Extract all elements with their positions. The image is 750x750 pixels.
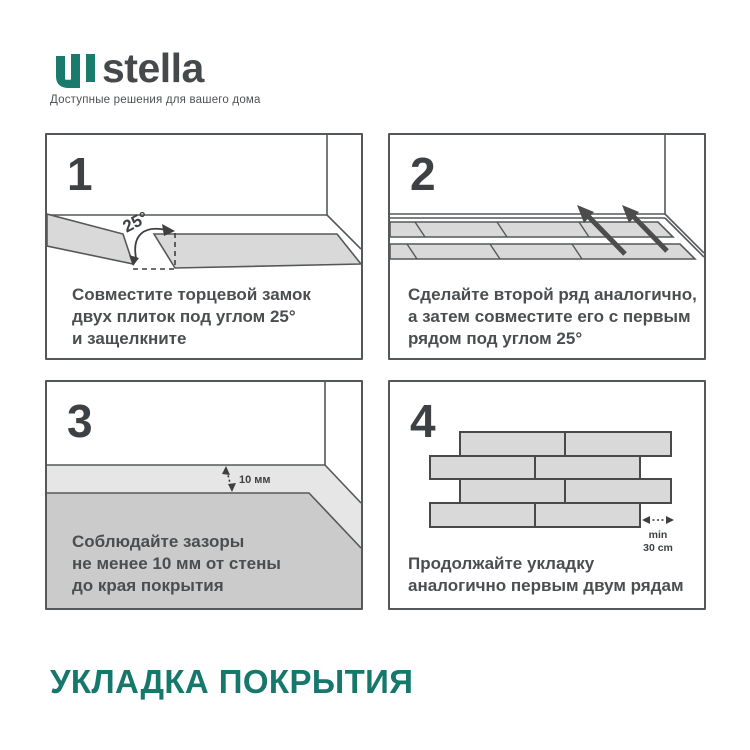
caption-line: Продолжайте укладку xyxy=(408,554,595,573)
flat-plank xyxy=(154,234,361,268)
step-number: 2 xyxy=(410,148,436,200)
caption-line: аналогично первым двум рядам xyxy=(408,576,684,595)
caption-line: Соблюдайте зазоры xyxy=(72,532,245,551)
plank xyxy=(565,479,671,503)
step2-caption xyxy=(408,284,697,350)
plank-row-1 xyxy=(390,222,673,237)
plank xyxy=(460,479,565,503)
step-panel-2 xyxy=(388,133,706,360)
brand-tagline: Доступные решения для вашего дома xyxy=(50,94,261,106)
stella-monogram-icon xyxy=(50,48,102,94)
step-number: 3 xyxy=(67,395,93,447)
plank-row-2 xyxy=(390,244,695,259)
plank xyxy=(535,456,640,479)
plank xyxy=(430,456,535,479)
step-number: 1 xyxy=(67,148,93,200)
step-number: 4 xyxy=(410,395,436,447)
caption-line: не менее 10 мм от стены xyxy=(72,554,281,573)
plank xyxy=(535,503,640,527)
caption-line: рядом под углом 25° xyxy=(408,329,583,348)
min-label: min xyxy=(648,529,668,541)
caption-line: а затем совместите его с первым xyxy=(408,307,691,326)
gap-size-label: 10 мм xyxy=(239,474,271,486)
caption-line: Сделайте второй ряд аналогично, xyxy=(408,285,697,304)
plank xyxy=(565,432,671,456)
dimension-arrowhead-left xyxy=(642,516,650,524)
step-panel-3 xyxy=(45,380,363,610)
dimension-arrowhead-right xyxy=(666,516,674,524)
caption-line: двух плиток под углом 25° xyxy=(72,307,296,326)
caption-line: до края покрытия xyxy=(72,576,224,595)
plank xyxy=(430,503,535,527)
caption-line: Совместите торцевой замок xyxy=(72,285,311,304)
step-panel-4 xyxy=(388,380,706,610)
step1-caption xyxy=(72,284,311,350)
caption-line: и защелкните xyxy=(72,329,187,348)
step4-caption xyxy=(408,553,684,597)
brand-name: stella xyxy=(102,45,204,91)
step-panel-1 xyxy=(45,133,363,360)
distance-label: 30 cm xyxy=(643,542,673,554)
angle-label: 25° xyxy=(119,207,152,237)
page-title: УКЛАДКА ПОКРЫТИЯ xyxy=(50,663,414,700)
step3-caption xyxy=(72,531,281,597)
plank xyxy=(460,432,565,456)
